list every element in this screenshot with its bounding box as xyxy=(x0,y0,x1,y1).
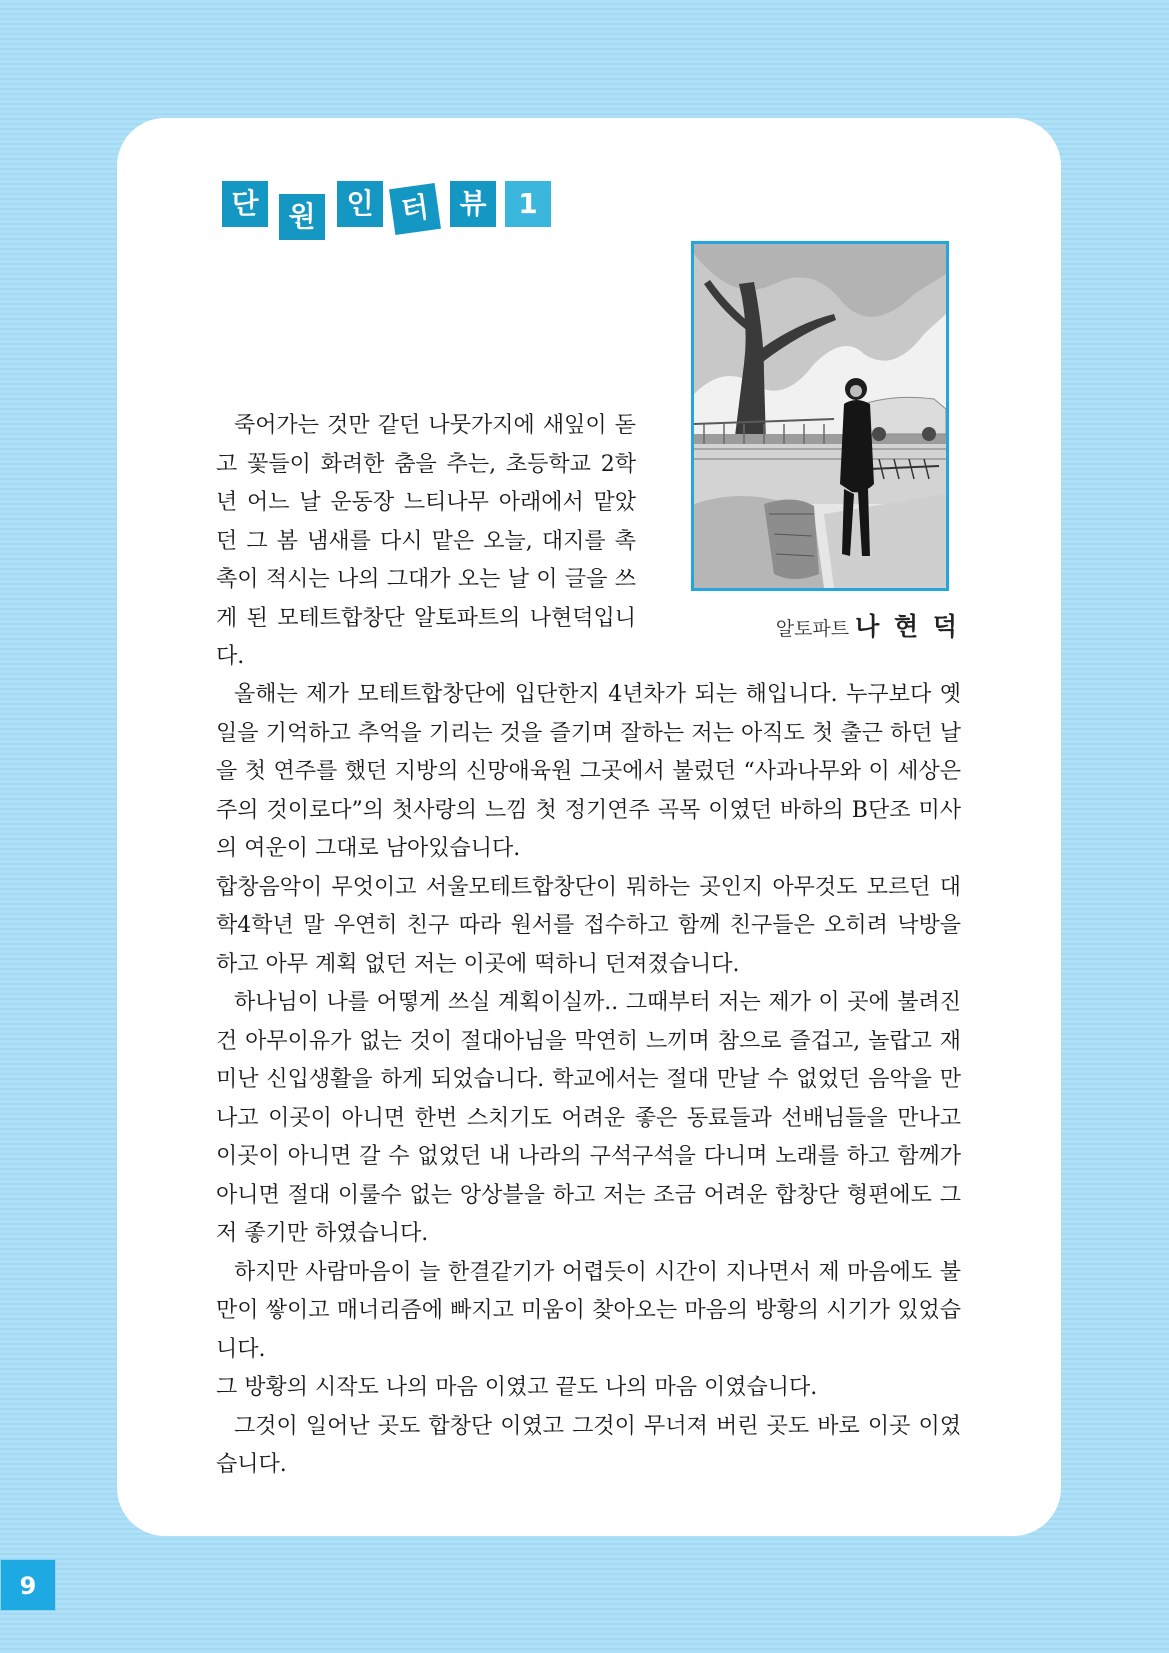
title-block: 터 xyxy=(389,183,441,235)
title-block: 인 xyxy=(337,181,383,227)
title-block: 뷰 xyxy=(450,181,496,227)
caption-role: 알토파트 xyxy=(775,618,850,640)
photo-caption xyxy=(760,607,960,643)
article-paragraph: 죽어가는 것만 같던 나뭇가지에 새잎이 돋고 꽃들이 화려한 춤을 추는, 초등학교 2학년 어느 날 운동장 느티나무 아래에서 맡았던 그 봄 냄새를 다시 맡은 오늘, 대지를 촉촉이 적시는 나의 그대가 오는 날 이 글을 쓰게 된 모테트합창단 알토파트의 나현덕입니다. xyxy=(216,413,636,669)
article-paragraph: 합창음악이 무엇이고 서울모테트합창단이 뭐하는 곳인지 아무것도 모르던 대학4학년 말 우연히 친구 따라 원서를 접수하고 함께 친구들은 오히려 낙방을 하고 아무 계획 없던 저는 이곳에 떡하니 던져졌습니다. xyxy=(216,874,961,977)
article-body xyxy=(216,676,961,1485)
page-number: 9 xyxy=(0,1559,56,1611)
article-paragraph: 그것이 일어난 곳도 합창단 이였고 그것이 무너져 버린 곳도 바로 이곳 이였습니다. xyxy=(216,1413,961,1477)
article-paragraph: 하나님이 나를 어떻게 쓰실 계획이실까.. 그때부터 저는 제가 이 곳에 불려진건 아무이유가 없는 것이 절대아님을 막연히 느끼며 참으로 즐겁고, 놀랍고 재미난 신입생활을 하게 되었습니다. 학교에서는 절대 만날 수 없었던 음악을 만나고 이곳이 아니면 한번 스치기도 어려운 좋은 동료들과 선배님들을 만나고 이곳이 아니면 갈 수 없었던 내 나라의 구석구석을 다니며 노래를 하고 함께가 아니면 절대 이룰수 없는 앙상블을 하고 저는 조금 어려운 합창단 형편에도 그저 좋기만 하였습니다. xyxy=(216,990,961,1246)
title-block: 원 xyxy=(279,194,325,240)
title-block: 1 xyxy=(505,181,551,227)
photo-person-under-tree-icon xyxy=(694,244,946,588)
article-paragraph: 올해는 제가 모테트합창단에 입단한지 4년차가 되는 해입니다. 누구보다 옛일을 기억하고 추억을 기리는 것을 즐기며 잘하는 저는 아직도 첫 출근 하던 날을 첫 연주를 했던 지방의 신망애육원 그곳에서 불렀던 “사과나무와 이 세상은 주의 것이로다”의 첫사랑의 느낌 첫 정기연주 곡목 이였던 바하의 B단조 미사의 여운이 그대로 남아있습니다. xyxy=(216,682,961,861)
portrait-photo xyxy=(691,241,949,591)
article-paragraph: 그 방황의 시작도 나의 마음 이였고 끝도 나의 마음 이였습니다. xyxy=(216,1375,818,1400)
section-title xyxy=(222,178,562,242)
article-paragraph: 하지만 사람마음이 늘 한결같기가 어렵듯이 시간이 지나면서 제 마음에도 불만이 쌓이고 매너리즘에 빠지고 미움이 찾아오는 마음의 방황의 시기가 있었습니다. xyxy=(216,1259,961,1362)
caption-name: 나 현 덕 xyxy=(855,612,960,641)
article-intro xyxy=(216,407,636,677)
title-block: 단 xyxy=(222,181,268,227)
